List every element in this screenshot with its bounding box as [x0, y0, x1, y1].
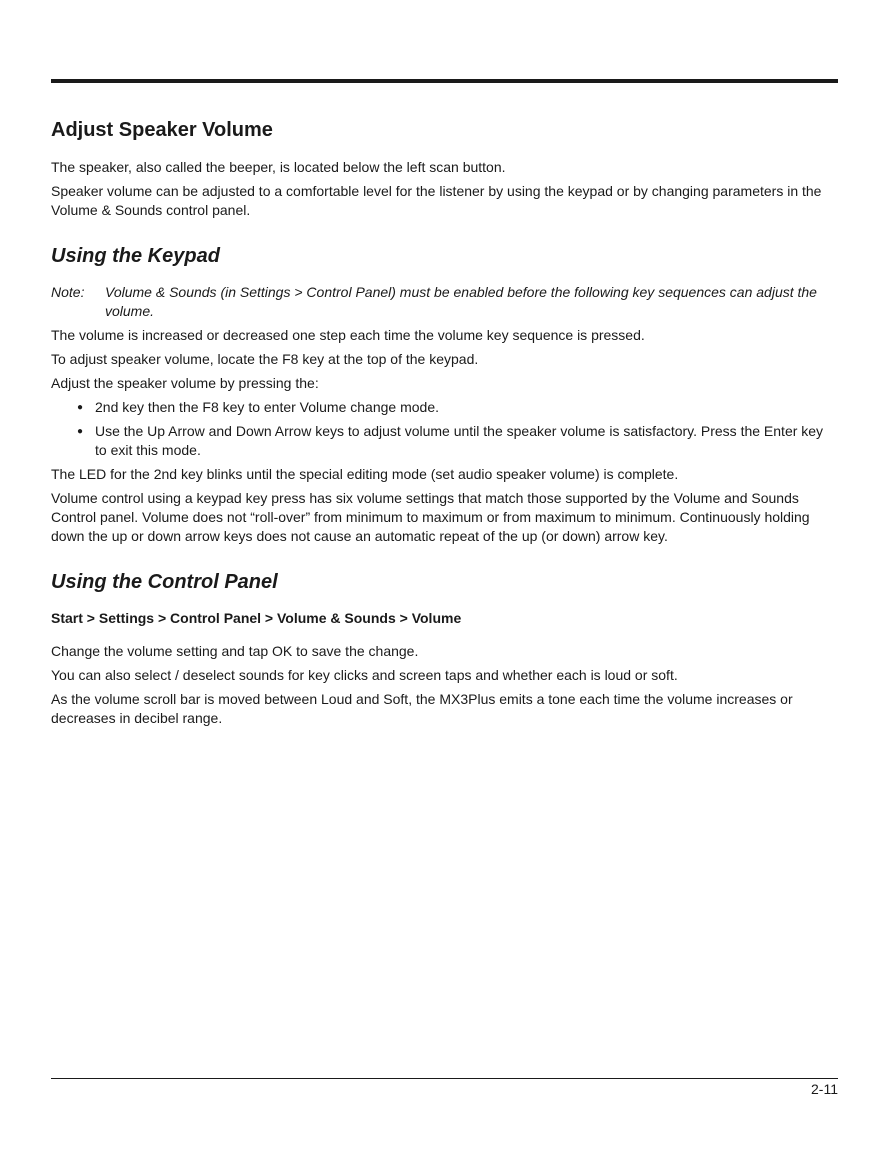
page-number: 2-11	[811, 1081, 838, 1097]
paragraph-speaker-location: The speaker, also called the beeper, is located below the left scan button.	[51, 159, 506, 175]
paragraph-speaker-volume-adjust: Speaker volume can be adjusted to a comfortable level for the listener by using the keypad or by changing parameters in the Volume & Sounds control panel.	[51, 183, 822, 218]
section-title-adjust-speaker-volume: Adjust Speaker Volume	[51, 119, 273, 141]
paragraph-adjust-by-pressing: Adjust the speaker volume by pressing the:	[51, 375, 319, 391]
note-label: Note:	[51, 284, 85, 300]
page-content	[51, 116, 838, 733]
note-text: Volume & Sounds (in Settings > Control Panel) must be enabled before the following key sequences can adjust the volume.	[105, 284, 817, 319]
bullet-icon: ●	[77, 402, 84, 413]
paragraph-volume-settings: Volume control using a keypad key press has six volume settings that match those supported by the Volume and Sounds Control panel. Volume does not “roll-over” from minimum to maximum or from maximum to minimum. Continuously holding down the up or down arrow keys does not cause an automatic repeat of the up (or down) arrow key.	[51, 490, 810, 544]
paragraph-volume-step: The volume is increased or decreased one step each time the volume key sequence is pressed.	[51, 327, 645, 343]
header-rule	[51, 79, 838, 83]
list-item-text: 2nd key then the F8 key to enter Volume change mode.	[95, 399, 439, 415]
section-gap	[51, 551, 838, 568]
section-gap	[51, 225, 838, 242]
paragraph-locate-f8: To adjust speaker volume, locate the F8 key at the top of the keypad.	[51, 351, 479, 367]
list-item	[51, 398, 838, 417]
bullet-icon: ●	[77, 426, 84, 437]
paragraph-change-setting: Change the volume setting and tap OK to save the change.	[51, 643, 419, 659]
list-item-text: Use the Up Arrow and Down Arrow keys to adjust volume until the speaker volume is satisfactory. Press the Enter key to exit this mode.	[95, 423, 824, 458]
paragraph-scroll-bar-tone: As the volume scroll bar is moved between Loud and Soft, the MX3Plus emits a tone each time the volume increases or decreases in decibel range.	[51, 691, 793, 726]
paragraph-led-blinks: The LED for the 2nd key blinks until the special editing mode (set audio speaker volume) is complete.	[51, 466, 679, 482]
paragraph-select-sounds: You can also select / deselect sounds for key clicks and screen taps and whether each is loud or soft.	[51, 667, 678, 683]
section-title-using-control-panel: Using the Control Panel	[51, 571, 278, 593]
section-title-using-keypad: Using the Keypad	[51, 245, 220, 267]
keypad-steps-list	[51, 398, 838, 460]
list-item	[51, 422, 838, 460]
note	[51, 283, 838, 321]
footer-rule	[51, 1078, 838, 1079]
navigation-path: Start > Settings > Control Panel > Volume & Sounds > Volume	[51, 610, 462, 626]
